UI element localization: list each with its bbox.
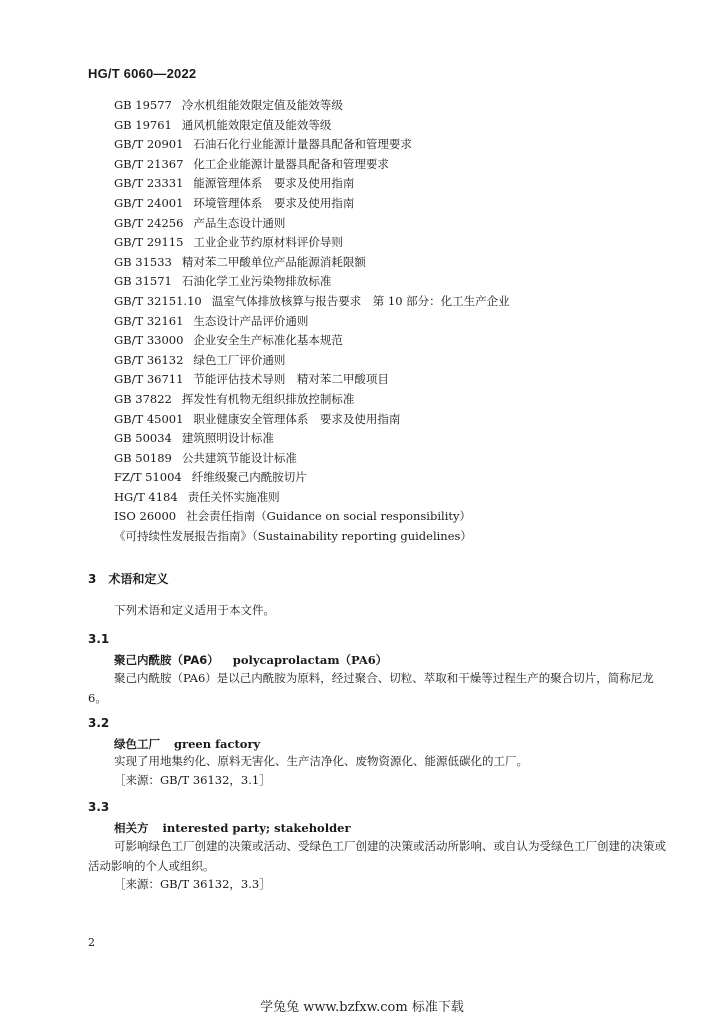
reference-item	[114, 194, 510, 214]
reference-title: 能源管理体系 要求及使用指南	[193, 176, 355, 191]
term-definition: 实现了用地集约化、原料无害化、生产洁净化、废物资源化、能源低碳化的工厂。	[114, 754, 528, 768]
term-en: interested party; stakeholder	[162, 821, 351, 835]
reference-title: 精对苯二甲酸单位产品能源消耗限额	[181, 254, 366, 269]
reference-code: GB/T 45001	[114, 411, 184, 426]
reference-item	[114, 135, 510, 155]
reference-item	[114, 468, 510, 488]
reference-title: 社会责任指南（Guidance on social responsibility）	[186, 509, 471, 524]
reference-code: GB 19761	[114, 117, 172, 132]
term-definition: 可影响绿色工厂创建的决策或活动、受绿色工厂创建的决策或活动所影响、或自认为受绿色工厂创建的决策或活动影响的个人或组织。	[88, 839, 666, 873]
reference-title: 工业企业节约原材料评价导则	[193, 235, 343, 250]
reference-code: GB/T 24001	[114, 195, 184, 210]
reference-item	[114, 272, 510, 292]
reference-item	[114, 429, 510, 449]
reference-title: 通风机能效限定值及能效等级	[181, 117, 332, 132]
reference-item	[114, 488, 510, 508]
reference-item	[114, 390, 510, 410]
reference-title: 纤维级聚己内酰胺切片	[191, 470, 307, 485]
reference-title: 石油石化行业能源计量器具配备和管理要求	[193, 137, 412, 152]
reference-code: GB/T 32151.10	[114, 293, 202, 308]
reference-title: 环境管理体系 要求及使用指南	[193, 195, 355, 210]
term-en: polycaprolactam（PA6）	[232, 653, 388, 667]
reference-item	[114, 155, 510, 175]
reference-code: GB/T 33000	[114, 333, 184, 348]
reference-code: GB/T 36132	[114, 352, 184, 367]
reference-code: GB 31533	[114, 254, 172, 269]
document-code: HG/T 6060—2022	[88, 66, 197, 81]
reference-item	[114, 370, 510, 390]
reference-code: GB 19577	[114, 98, 172, 112]
term-en: green factory	[174, 737, 261, 751]
reference-code: ISO 26000	[114, 509, 177, 524]
term-source: ［来源：GB/T 36132，3.3］	[114, 877, 271, 891]
reference-code: GB/T 21367	[114, 156, 184, 171]
reference-title: 职业健康安全管理体系 要求及使用指南	[193, 411, 401, 426]
term-heading	[114, 652, 387, 668]
reference-title: 绿色工厂评价通则	[193, 352, 286, 367]
reference-item	[114, 410, 510, 430]
reference-code: GB 31571	[114, 274, 172, 289]
reference-title: 石油化学工业污染物排放标准	[181, 274, 332, 289]
reference-title: 公共建筑节能设计标准	[181, 450, 297, 465]
reference-code: GB 37822	[114, 391, 172, 406]
term-source: ［来源：GB/T 36132，3.1］	[114, 773, 271, 787]
reference-item	[114, 331, 510, 351]
reference-code: FZ/T 51004	[114, 470, 182, 485]
reference-title: 责任关怀实施准则	[187, 489, 280, 504]
reference-code: HG/T 4184	[114, 489, 178, 504]
reference-item	[114, 527, 510, 547]
term-heading	[114, 736, 260, 752]
reference-item	[114, 449, 510, 469]
reference-code: GB/T 23331	[114, 176, 184, 191]
section-title: 术语和定义	[108, 572, 169, 586]
reference-item	[114, 214, 510, 234]
reference-code: GB/T 29115	[114, 235, 184, 250]
reference-title: 挥发性有机物无组织排放控制标准	[181, 391, 355, 406]
reference-title: 化工企业能源计量器具配备和管理要求	[193, 156, 389, 171]
reference-item	[114, 116, 510, 136]
reference-code: GB/T 32161	[114, 313, 184, 328]
page-number: 2	[88, 936, 95, 949]
term-number: 3.3	[88, 800, 110, 814]
reference-code: GB/T 20901	[114, 137, 184, 152]
term-cn: 相关方	[114, 821, 149, 835]
reference-item	[114, 174, 510, 194]
reference-item	[114, 351, 510, 371]
term-cn: 聚己内酰胺（PA6）	[114, 653, 219, 667]
reference-item	[114, 507, 510, 527]
section-number: 3	[88, 572, 97, 586]
term-number: 3.1	[88, 632, 110, 646]
term-cn: 绿色工厂	[114, 737, 160, 751]
section-intro: 下列术语和定义适用于本文件。	[114, 603, 275, 617]
reference-title: 生态设计产品评价通则	[193, 313, 309, 328]
reference-code: GB 50034	[114, 431, 172, 446]
reference-title: 《可持续性发展报告指南》（Sustainability reporting guidelines）	[114, 529, 472, 544]
term-definition: 聚己内酰胺（PA6）是以己内酰胺为原料，经过聚合、切粒、萃取和干燥等过程生产的聚合切片，简称尼龙 6。	[88, 671, 654, 705]
reference-item	[114, 253, 510, 273]
reference-title: 节能评估技术导则 精对苯二甲酸项目	[193, 372, 389, 387]
reference-code: GB/T 36711	[114, 372, 184, 387]
reference-title: 产品生态设计通则	[193, 215, 286, 230]
reference-title: 建筑照明设计标准	[181, 431, 274, 446]
section-heading	[88, 570, 168, 587]
term-heading	[114, 820, 351, 836]
watermark-text: 学兔兔 www.bzfxw.com 标准下载	[260, 1000, 464, 1015]
reference-code: GB 50189	[114, 450, 172, 465]
reference-item	[114, 233, 510, 253]
reference-code: GB/T 24256	[114, 215, 184, 230]
reference-item	[114, 292, 510, 312]
reference-title: 温室气体排放核算与报告要求 第 10 部分：化工生产企业	[211, 293, 510, 308]
term-number: 3.2	[88, 716, 110, 730]
normative-references-list	[114, 96, 510, 547]
reference-item	[114, 312, 510, 332]
reference-title: 冷水机组能效限定值及能效等级	[181, 98, 343, 112]
reference-item	[114, 96, 510, 116]
reference-title: 企业安全生产标准化基本规范	[193, 333, 343, 348]
